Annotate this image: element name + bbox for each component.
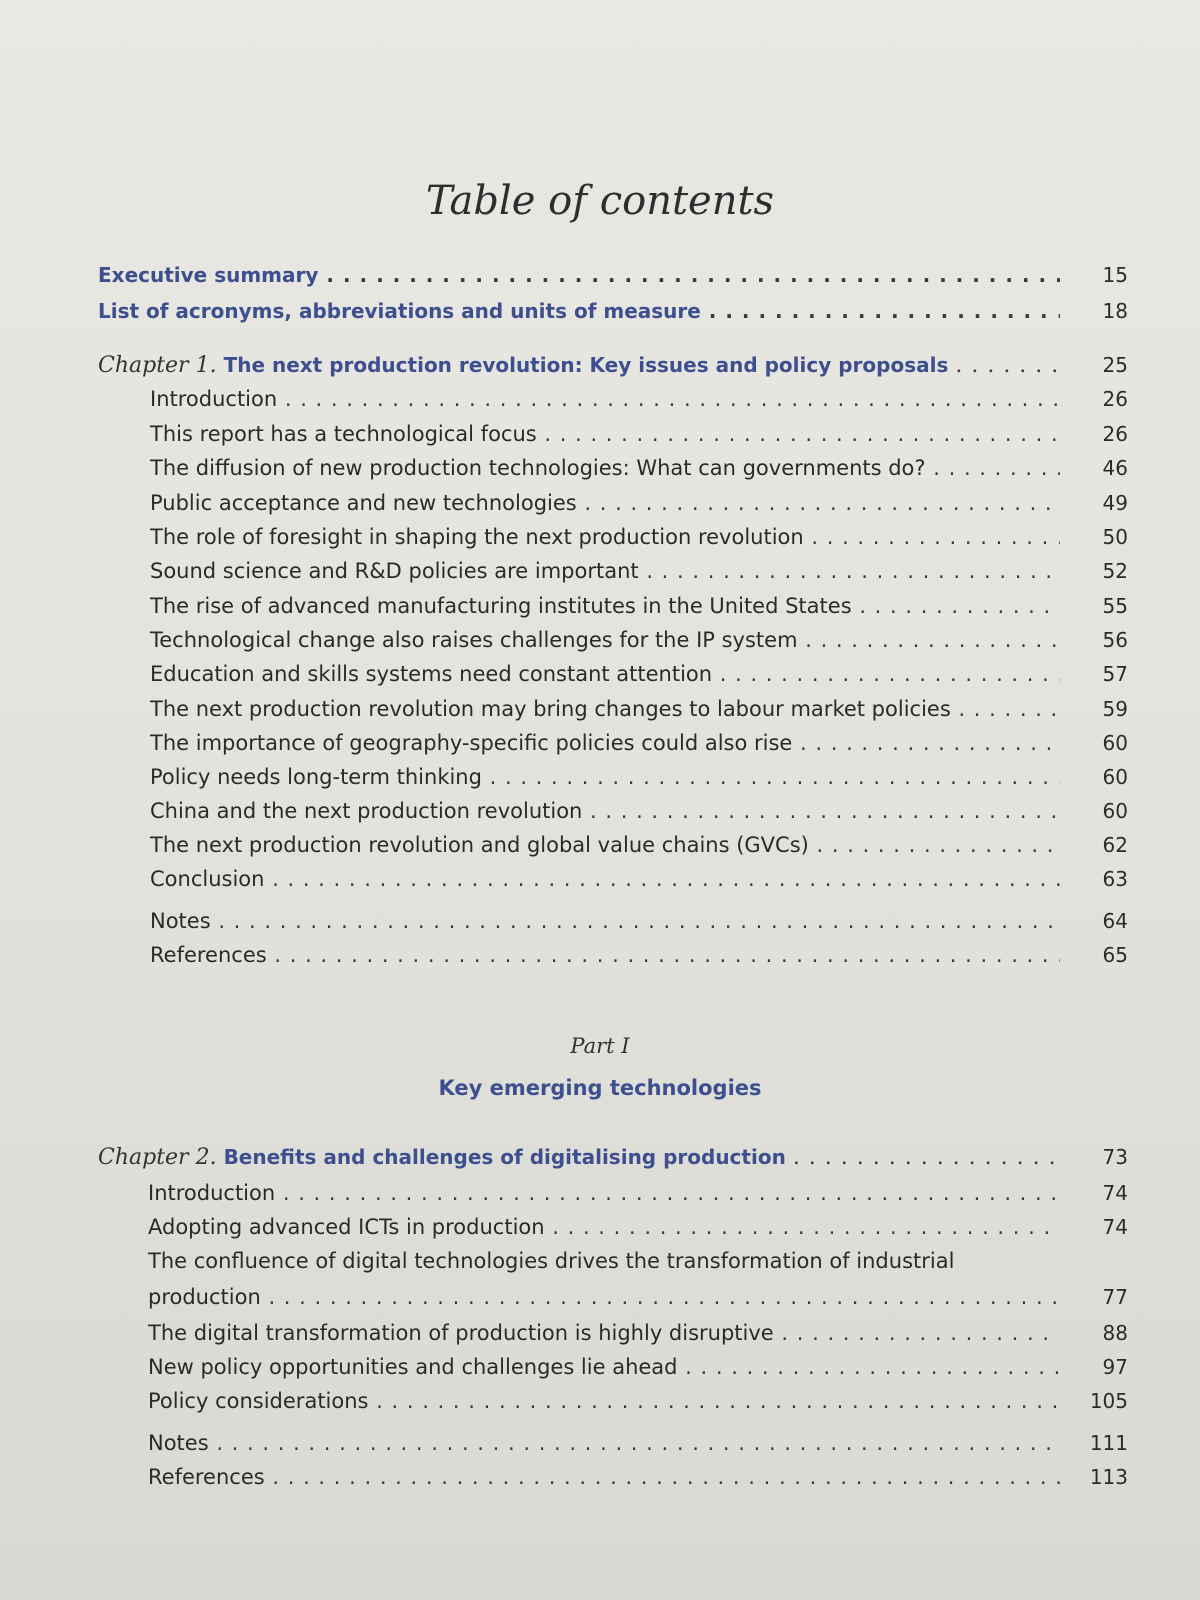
toc-entry[interactable] — [0, 1462, 1200, 1492]
part-title: Key emerging technologies — [438, 1076, 762, 1100]
toc-entry-label: The digital transformation of production is highly disruptive . . . — [148, 1318, 1060, 1348]
toc-page-number: 26 — [1102, 387, 1128, 411]
toc-page-number: 63 — [1102, 867, 1128, 891]
toc-entry-label: Notes . . . — [150, 906, 1060, 936]
toc-entry[interactable] — [0, 864, 1200, 894]
toc-entry-label: Adopting advanced ICTs in production . . . — [148, 1212, 1060, 1242]
toc-page-number: 18 — [1102, 299, 1128, 323]
toc-entry-label: References . . . — [148, 1462, 1060, 1492]
toc-entry-label: China and the next production revolution . . . — [150, 796, 1060, 826]
toc-entry-label: Introduction . . . — [150, 384, 1060, 414]
toc-entry-label: Policy considerations . . . — [148, 1386, 1060, 1416]
toc-entry-label: Policy needs long-term thinking . . . — [150, 762, 1060, 792]
toc-entry[interactable] — [0, 522, 1200, 552]
toc-page-number: 65 — [1102, 943, 1128, 967]
toc-entry[interactable] — [0, 488, 1200, 518]
part-label: Part I — [570, 1034, 630, 1058]
toc-entry[interactable] — [0, 659, 1200, 689]
toc-entry[interactable] — [0, 625, 1200, 655]
toc-entry[interactable] — [0, 1386, 1200, 1416]
toc-page-number: 52 — [1102, 559, 1128, 583]
toc-page-number: 26 — [1102, 422, 1128, 446]
toc-page-number: 64 — [1102, 909, 1128, 933]
toc-page-number: 74 — [1102, 1181, 1128, 1205]
toc-entry-label: production . . . — [148, 1282, 1060, 1312]
toc-page-number: 97 — [1102, 1355, 1128, 1379]
toc-entry-label: The rise of advanced manufacturing institutes in the United States . . . — [150, 591, 1060, 621]
toc-entry[interactable] — [0, 762, 1200, 792]
toc-page-number: 60 — [1102, 765, 1128, 789]
toc-entry-label: References . . . — [150, 940, 1060, 970]
toc-entry[interactable] — [0, 1318, 1200, 1348]
toc-page-number: 55 — [1102, 594, 1128, 618]
toc-entry-label: Executive summary . . . — [98, 260, 1060, 290]
toc-page-number: 60 — [1102, 799, 1128, 823]
toc-entry[interactable] — [0, 1352, 1200, 1382]
toc-entry-label: New policy opportunities and challenges lie ahead . . . — [148, 1352, 1060, 1382]
toc-page-number: 25 — [1102, 353, 1128, 377]
toc-entry[interactable] — [0, 1428, 1200, 1458]
toc-entry-label: The importance of geography-specific policies could also rise . . . — [150, 728, 1060, 758]
toc-entry[interactable] — [0, 940, 1200, 970]
toc-entry[interactable] — [0, 453, 1200, 483]
chapter-prefix: Chapter 1. — [98, 353, 217, 378]
toc-entry-label: The next production revolution and global value chains (GVCs) . . . — [150, 830, 1060, 860]
toc-entry-label: Technological change also raises challenges for the IP system . . . — [150, 625, 1060, 655]
toc-entry[interactable] — [0, 1246, 1200, 1276]
toc-entry-label: Notes . . . — [148, 1428, 1060, 1458]
toc-page-number: 77 — [1102, 1285, 1128, 1309]
toc-page-number: 113 — [1089, 1465, 1128, 1489]
toc-page-number: 46 — [1102, 456, 1128, 480]
toc-page-number: 49 — [1102, 491, 1128, 515]
toc-page-number: 111 — [1089, 1431, 1128, 1455]
chapter-title: The next production revolution: Key issues and policy proposals — [223, 353, 949, 377]
toc-page-number: 56 — [1102, 628, 1128, 652]
toc-entry[interactable] — [0, 1212, 1200, 1242]
toc-entry-label: Public acceptance and new technologies . . . — [150, 488, 1060, 518]
toc-entry[interactable] — [0, 419, 1200, 449]
toc-entry-continuation[interactable] — [0, 1282, 1200, 1312]
chapter-1-heading[interactable] — [0, 350, 1200, 380]
toc-page-number: 73 — [1102, 1145, 1128, 1169]
toc-entry[interactable] — [0, 830, 1200, 860]
page-title: Table of contents — [425, 178, 775, 224]
toc-entry[interactable] — [0, 591, 1200, 621]
toc-entry[interactable] — [0, 556, 1200, 586]
toc-entry-label: Sound science and R&D policies are important . . . — [150, 556, 1060, 586]
toc-entry-label: The next production revolution may bring changes to labour market policies . . . — [150, 694, 1060, 724]
toc-page-number: 105 — [1089, 1389, 1128, 1413]
chapter-2-heading[interactable] — [0, 1142, 1200, 1172]
toc-entry[interactable] — [0, 728, 1200, 758]
toc-entry-executive-summary[interactable] — [0, 260, 1200, 290]
toc-entry[interactable] — [0, 1178, 1200, 1208]
toc-entry-label: The confluence of digital technologies drives the transformation of industrial — [148, 1249, 955, 1273]
toc-entry-acronyms[interactable] — [0, 296, 1200, 326]
toc-entry[interactable] — [0, 796, 1200, 826]
toc-page-number: 59 — [1102, 697, 1128, 721]
toc-entry-label: The diffusion of new production technologies: What can governments do? . . . — [150, 453, 1060, 483]
toc-entry[interactable] — [0, 384, 1200, 414]
toc-entry[interactable] — [0, 906, 1200, 936]
toc-page-number: 57 — [1102, 662, 1128, 686]
toc-page-number: 62 — [1102, 833, 1128, 857]
toc-entry-label: The role of foresight in shaping the next production revolution . . . — [150, 522, 1060, 552]
toc-entry-label: Conclusion . . . — [150, 864, 1060, 894]
toc-page-number: 15 — [1102, 263, 1128, 287]
toc-entry-label: List of acronyms, abbreviations and units of measure . . . — [98, 296, 1060, 326]
toc-entry[interactable] — [0, 694, 1200, 724]
toc-page-number: 88 — [1102, 1321, 1128, 1345]
toc-entry-label: This report has a technological focus . . . — [150, 419, 1060, 449]
toc-page-number: 60 — [1102, 731, 1128, 755]
toc-entry-label: Introduction . . . — [148, 1178, 1060, 1208]
chapter-title: Benefits and challenges of digitalising production — [223, 1145, 786, 1169]
toc-page-number: 50 — [1102, 525, 1128, 549]
toc-entry-label: Education and skills systems need constant attention . . . — [150, 659, 1060, 689]
chapter-prefix: Chapter 2. — [98, 1145, 217, 1170]
toc-page-number: 74 — [1102, 1215, 1128, 1239]
